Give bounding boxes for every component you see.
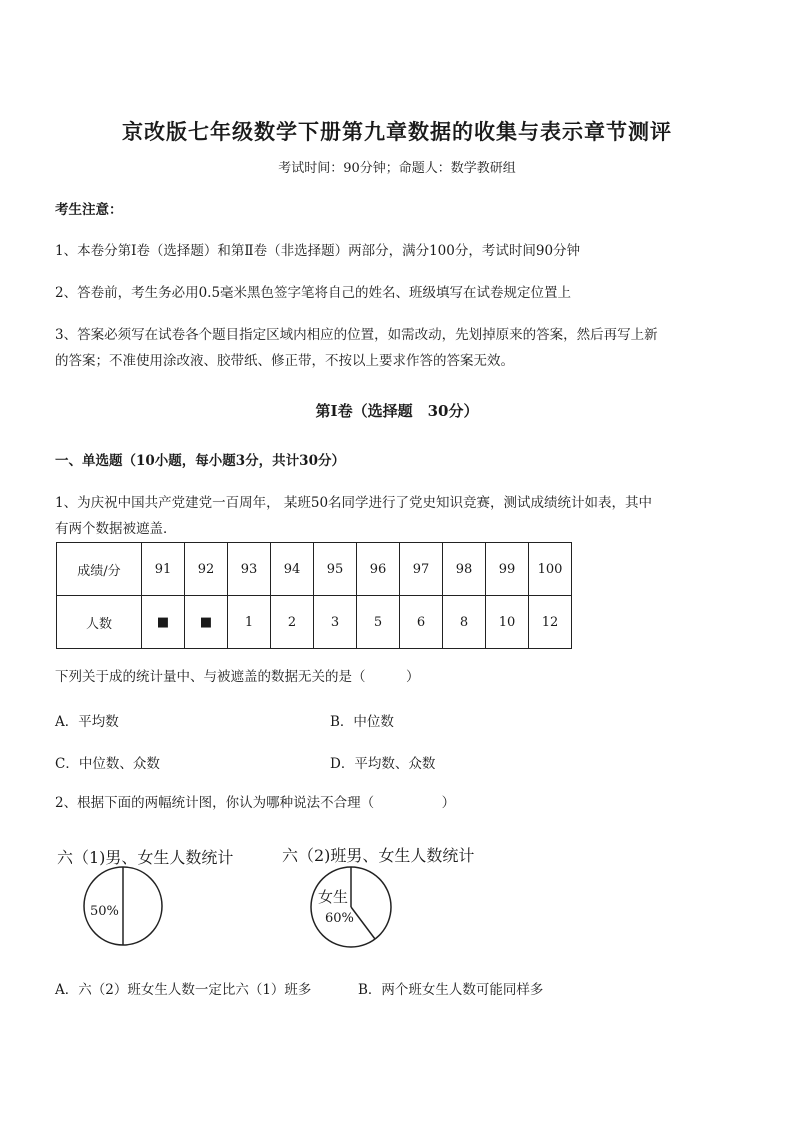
count-cell: 8 — [443, 596, 486, 649]
count-cell: 2 — [271, 596, 314, 649]
chart2-title: 六（2)班男、女生人数统计 — [282, 846, 475, 865]
notice-item-3: 3、答案必须写在试卷各个题目指定区域内相应的位置，如需改动，先划掉原来的答案，然后再写上新 — [55, 327, 658, 343]
score-cell: 100 — [529, 543, 572, 596]
score-cell: 97 — [400, 543, 443, 596]
score-cell: 99 — [486, 543, 529, 596]
q1-stem-line1: 1、为庆祝中国共产党建党一百周年， 某班50名同学进行了党史知识竞赛，测试成绩统计如表，其中 — [55, 495, 653, 511]
table-row — [57, 543, 572, 596]
count-cell: 3 — [314, 596, 357, 649]
section-title: 第Ⅰ卷（选择题 30分） — [315, 402, 479, 420]
q1-option-d[interactable]: D．平均数、众数 — [330, 756, 436, 772]
pie-chart-2-radius-2 — [351, 907, 375, 939]
q1-stem-line2: 有两个数据被遮盖． — [55, 521, 177, 537]
score-cell: 95 — [314, 543, 357, 596]
notice-item-3-cont: 的答案；不准使用涂改液、胶带纸、修正带，不按以上要求作答的答案无效。 — [55, 353, 514, 369]
part-heading: 一、单选题（10小题，每小题3分，共计30分） — [55, 453, 345, 469]
q1-option-c[interactable]: C．中位数、众数 — [55, 756, 160, 772]
chart1-title: 六（1)男、女生人数统计 — [57, 848, 234, 867]
score-cell: 94 — [271, 543, 314, 596]
score-cell: 92 — [185, 543, 228, 596]
pie-chart-2-label-pct: 60% — [325, 911, 354, 926]
exam-info: 考试时间：90分钟；命题人：数学教研组 — [278, 161, 516, 176]
count-cell: 12 — [529, 596, 572, 649]
table-header-cell: 成绩/分 — [57, 543, 142, 596]
notice-item-2: 2、答卷前，考生务必用0.5毫米黑色签字笔将自己的姓名、班级填写在试卷规定位置上 — [55, 285, 572, 301]
score-cell: 93 — [228, 543, 271, 596]
count-cell: 1 — [228, 596, 271, 649]
q2-option-a[interactable]: A．六（2）班女生人数一定比六（1）班多 — [55, 982, 312, 998]
pie-chart-1-label: 50% — [90, 904, 119, 919]
count-cell: ■ — [185, 596, 228, 649]
pie-chart-1 — [80, 862, 170, 950]
q1-option-a[interactable]: A．平均数 — [55, 714, 119, 730]
count-cell: 6 — [400, 596, 443, 649]
pie-chart-2-label-name: 女生 — [318, 888, 349, 906]
q1-question: 下列关于成的统计量中、与被遮盖的数据无关的是（ ） — [55, 669, 420, 685]
table-header-cell: 人数 — [57, 596, 142, 649]
q1-option-b[interactable]: B．中位数 — [330, 714, 394, 730]
q2-option-b[interactable]: B．两个班女生人数可能同样多 — [358, 982, 544, 998]
score-cell: 96 — [357, 543, 400, 596]
pie-chart-2 — [305, 862, 397, 954]
count-cell: 10 — [486, 596, 529, 649]
notice-item-1: 1、本卷分第Ⅰ卷（选择题）和第Ⅱ卷（非选择题）两部分，满分100分，考试时间90分钟 — [55, 243, 581, 259]
score-table — [56, 542, 572, 649]
count-cell: 5 — [357, 596, 400, 649]
q2-stem: 2、根据下面的两幅统计图，你认为哪种说法不合理（ ） — [55, 795, 456, 811]
score-cell: 98 — [443, 543, 486, 596]
page-title: 京改版七年级数学下册第九章数据的收集与表示章节测评 — [122, 119, 672, 144]
table-row — [57, 596, 572, 649]
notice-heading: 考生注意： — [55, 202, 123, 218]
score-cell: 91 — [142, 543, 185, 596]
count-cell: ■ — [142, 596, 185, 649]
